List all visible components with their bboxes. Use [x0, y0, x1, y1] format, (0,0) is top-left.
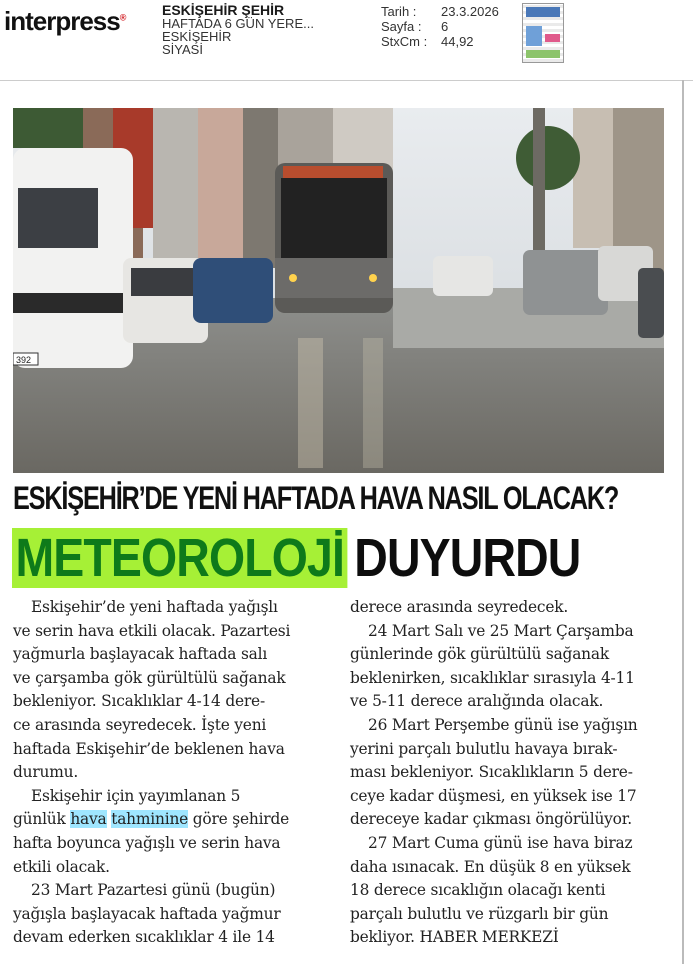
text-line: Eskişehir için yayımlanan 5 [31, 786, 241, 805]
subhead-highlight: METEOROLOJİ [12, 528, 347, 588]
clipping-meta [162, 4, 314, 56]
text-line: ve serin hava etkili olacak. Pazartesi [13, 621, 291, 640]
text-line: parçalı bulutlu ve rüzgarlı bir gün [350, 904, 609, 923]
text-line: ması bekleniyor. Sıcaklıkların 5 dere- [350, 763, 633, 782]
text-line: yağmurla başlayacak haftada salı [13, 645, 268, 664]
page-thumbnail[interactable] [522, 3, 564, 63]
text-line: 18 derece sıcaklığın olacağı kenti [350, 881, 606, 900]
text-line: devam ederken sıcaklıklar 4 ile 14 [13, 928, 275, 947]
interpress-logo: interpress® [4, 6, 126, 36]
text-line: ve çarşamba gök gürültülü sağanak [13, 668, 286, 687]
text-line: yağışla başlayacak haftada yağmur [13, 904, 281, 923]
stxcm-label: StxCm : [381, 34, 428, 49]
text-line: yerini parçalı bulutlu havaya bırak- [350, 739, 618, 758]
publication-name: ESKİŞEHİR ŞEHİR [162, 2, 285, 18]
text-line: daha ısınacak. En düşük 8 en yüksek [350, 857, 631, 876]
headline: ESKİŞEHİR’DE YENİ HAFTADA HAVA NASIL OLACAK? [13, 480, 619, 516]
date-value: 23.3.2026 [441, 4, 499, 19]
article-photo [13, 108, 664, 473]
text-line: haftada Eskişehir’de beklenen hava [13, 739, 285, 758]
text-line: bekleniyor. Sıcaklıklar 4-14 dere- [13, 692, 265, 711]
subheadline [12, 528, 580, 588]
text-line: hafta boyunca yağışlı ve serin hava [13, 833, 281, 852]
article-column-1 [13, 596, 331, 950]
subhead-rest: DUYURDU [354, 528, 581, 588]
date-label: Tarih : [381, 4, 417, 19]
text-line-highlighted: günlük hava tahminine göre şehirde [13, 810, 290, 829]
clip-headline: HAFTADA 6 GÜN YERE... [162, 16, 314, 31]
page-label: Sayfa : [381, 19, 422, 34]
clip-section: SİYASİ [162, 42, 203, 57]
text-line: etkili olacak. [13, 857, 110, 876]
clipping-info [381, 4, 499, 49]
text-line: ceye kadar düşmesi, en yüksek ise 17 [350, 786, 637, 805]
page-value: 6 [441, 19, 449, 34]
text-line: ce arasında seyredecek. İşte yeni [13, 715, 267, 734]
clipping-header [0, 0, 693, 81]
highlighted-word: hava [70, 810, 107, 829]
text-line: derece arasında seyredecek. [350, 598, 569, 616]
article-column-2 [350, 596, 668, 950]
page-border [682, 80, 684, 964]
text-line: bekliyor. HABER MERKEZİ [350, 928, 559, 947]
text-line: ve 5-11 derece aralığında olacak. [350, 692, 604, 711]
clip-city: ESKİŞEHİR [162, 29, 232, 44]
text-line: beklenirken, sıcaklıklar sırasıyla 4-11 [350, 668, 635, 687]
text-line: durumu. [13, 763, 79, 782]
stxcm-value: 44,92 [441, 34, 474, 49]
plate-text: 392 [16, 355, 32, 365]
text-line: Eskişehir’de yeni haftada yağışlı [31, 598, 278, 616]
text-line: 26 Mart Perşembe günü ise yağışın [368, 715, 638, 734]
text-line: 24 Mart Salı ve 25 Mart Çarşamba [368, 621, 634, 640]
text-line: günlerinde gök gürültülü sağanak [350, 645, 609, 664]
text-line: dereceye kadar çıkması öngörülüyor. [350, 810, 632, 829]
text-line: 27 Mart Cuma günü ise hava biraz [368, 833, 633, 852]
highlighted-word: tahminine [111, 810, 189, 829]
text-line: 23 Mart Pazartesi günü (bugün) [31, 881, 276, 900]
